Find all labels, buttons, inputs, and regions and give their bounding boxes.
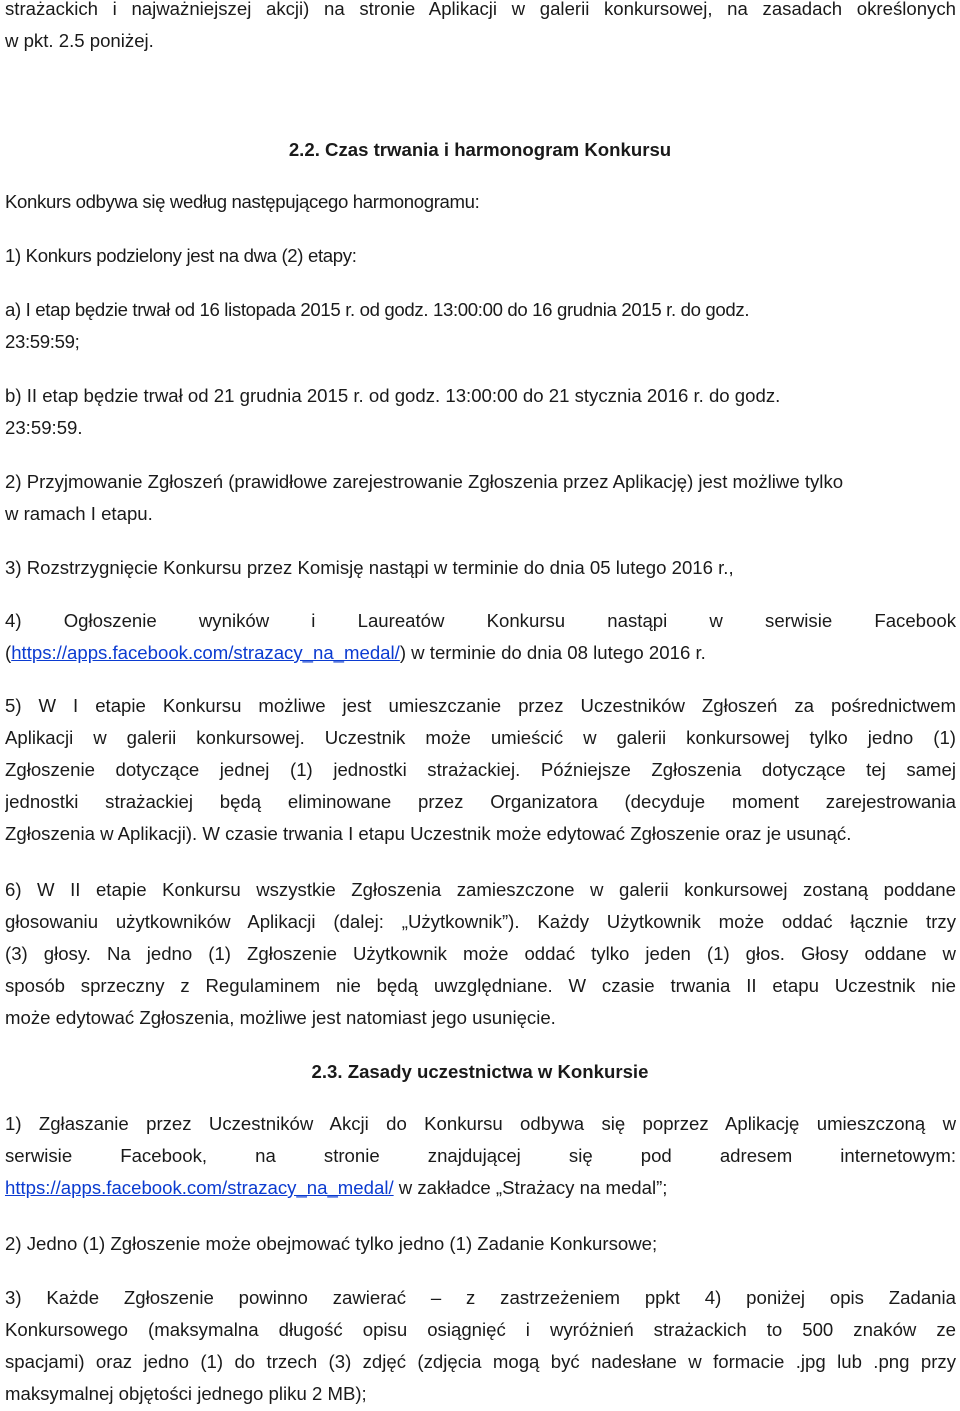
schedule-item-1b-line-1: b) II etap będzie trwał od 21 grudnia 2015 r. od godz. 13:00:00 do 21 stycznia 2016 r. do godz. [5, 385, 781, 406]
facebook-app-link-2[interactable]: https://apps.facebook.com/strazacy_na_medal/ [5, 1177, 394, 1198]
section-2-2-heading: 2.2. Czas trwania i harmonogram Konkursu [288, 139, 672, 160]
schedule-item-1a [5, 294, 956, 358]
participation-item-3-line-3: spacjami) oraz jedno (1) do trzech (3) zdjęć (zdjęcia mogą być nadesłane w formacie .jpg lub .png przy [5, 1351, 956, 1372]
schedule-item-1-text: 1) Konkurs podzielony jest na dwa (2) etapy: [5, 245, 357, 266]
schedule-item-6-line-4: sposób sprzeczny z Regulaminem nie będą uwzględniane. W czasie trwania II etapu Uczestnik nie [5, 975, 956, 996]
schedule-item-3-text: 3) Rozstrzygnięcie Konkursu przez Komisję nastąpi w terminie do dnia 05 lutego 2016 r., [5, 557, 734, 578]
participation-item-2 [5, 1228, 956, 1260]
schedule-item-6 [5, 874, 956, 1034]
participation-item-1-rest: w zakładce „Strażacy na medal”; [393, 1177, 668, 1198]
participation-item-1-line-2: serwisie Facebook, na stronie znajdującej się pod adresem internetowym: [5, 1145, 956, 1166]
schedule-item-1 [5, 240, 956, 272]
schedule-item-6-line-5: może edytować Zgłoszenia, możliwe jest natomiast jego usunięcie. [5, 1007, 556, 1028]
schedule-item-2 [5, 466, 956, 530]
facebook-app-link[interactable]: https://apps.facebook.com/strazacy_na_medal/ [11, 642, 400, 663]
participation-item-3-line-4: maksymalnej objętości jednego pliku 2 MB); [5, 1383, 367, 1404]
schedule-item-4-open-paren: ( [5, 642, 12, 663]
schedule-item-3 [5, 552, 956, 584]
schedule-intro [5, 186, 956, 218]
schedule-item-5-line-4: jednostki strażackiej będą eliminowane przez Organizatora (decyduje moment zarejestrowania [5, 791, 956, 812]
participation-item-1-line-3 [5, 1172, 956, 1204]
intro-line-2: w pkt. 2.5 poniżej. [5, 30, 154, 51]
schedule-item-5-line-1: 5) W I etapie Konkursu możliwe jest umieszczanie przez Uczestników Zgłoszeń za pośrednictwem [5, 695, 956, 716]
schedule-item-1b-line-2: 23:59:59. [5, 417, 83, 438]
schedule-item-1a-line-1: a) I etap będzie trwał od 16 listopada 2015 r. od godz. 13:00:00 do 16 grudnia 2015 r. do godz. [5, 299, 750, 320]
participation-item-3-line-1: 3) Każde Zgłoszenie powinno zawierać – z zastrzeżeniem ppkt 4) poniżej opis Zadania [5, 1287, 956, 1308]
schedule-item-5-line-3: Zgłoszenie dotyczące jednej (1) jednostki strażackiej. Późniejsze Zgłoszenia dotyczące tej samej [5, 759, 956, 780]
schedule-item-2-line-1: 2) Przyjmowanie Zgłoszeń (prawidłowe zarejestrowanie Zgłoszenia przez Aplikację) jest możliwe tylko [5, 471, 844, 492]
schedule-item-4 [5, 605, 956, 669]
schedule-intro-text: Konkurs odbywa się według następującego harmonogramu: [5, 191, 480, 212]
schedule-item-6-line-3: (3) głosy. Na jedno (1) Zgłoszenie Użytkownik może oddać tylko jeden (1) głos. Głosy oddane w [5, 943, 956, 964]
schedule-item-1a-line-2: 23:59:59; [5, 331, 80, 352]
schedule-item-5 [5, 690, 956, 850]
participation-item-3-line-2: Konkursowego (maksymalna długość opisu osiągnięć i wyróżnień strażackich to 500 znaków ze [5, 1319, 956, 1340]
schedule-item-4-rest: ) w terminie do dnia 08 lutego 2016 r. [399, 642, 706, 663]
participation-item-2-text: 2) Jedno (1) Zgłoszenie może obejmować tylko jedno (1) Zadanie Konkursowe; [5, 1233, 658, 1254]
schedule-item-1b [5, 380, 956, 444]
participation-item-1 [5, 1108, 956, 1204]
schedule-item-4-line-1: 4) Ogłoszenie wyników i Laureatów Konkursu nastąpi w serwisie Facebook [5, 610, 956, 631]
schedule-item-5-line-2: Aplikacji w galerii konkursowej. Uczestnik może umieścić w galerii konkursowej tylko jedno (1) [5, 727, 956, 748]
schedule-item-6-line-1: 6) W II etapie Konkursu wszystkie Zgłoszenia zamieszczone w galerii konkursowej zostaną poddane [5, 879, 956, 900]
intro-line-1: strażackich i najważniejszej akcji) na stronie Aplikacji w galerii konkursowej, na zasadach określonych [5, 0, 956, 19]
section-2-3-heading: 2.3. Zasady uczestnictwa w Konkursie [311, 1061, 649, 1082]
schedule-item-5-line-5: Zgłoszenia w Aplikacji). W czasie trwania I etapu Uczestnik może edytować Zgłoszenie oraz je usunąć. [5, 823, 852, 844]
participation-item-3 [5, 1282, 956, 1410]
participation-item-1-line-1: 1) Zgłaszanie przez Uczestników Akcji do Konkursu odbywa się poprzez Aplikację umieszczoną w [5, 1113, 956, 1134]
schedule-item-6-line-2: głosowaniu użytkowników Aplikacji (dalej: „Użytkownik”). Każdy Użytkownik może oddać łącznie trzy [5, 911, 956, 932]
intro-paragraph [5, 0, 956, 57]
schedule-item-2-line-2: w ramach I etapu. [5, 503, 153, 524]
schedule-item-4-line-2 [5, 637, 956, 669]
